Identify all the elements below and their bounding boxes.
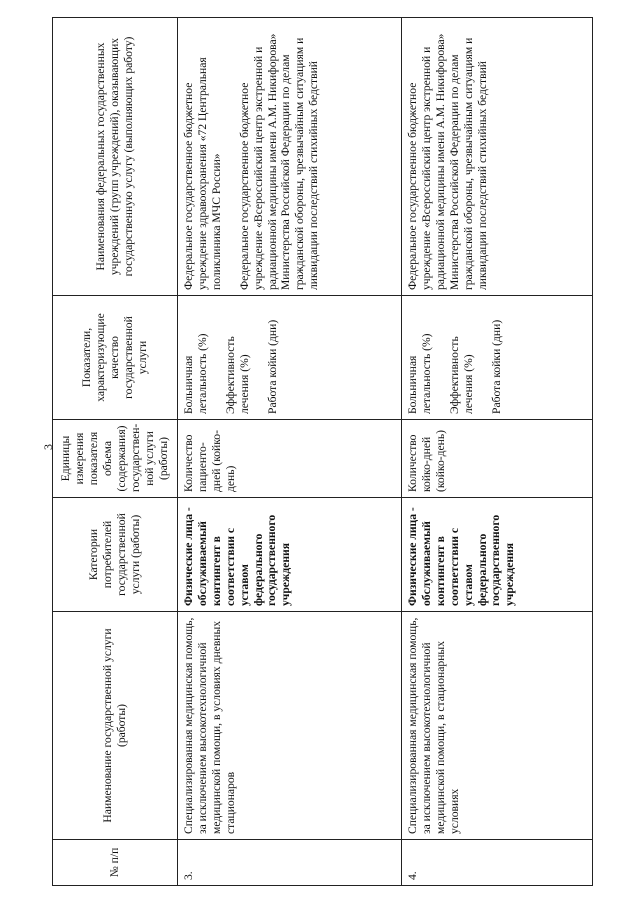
indicator-efficiency: Эффективность лечения (%) [447,336,475,414]
indicator-bed-work: Работа койки (дни) [265,319,279,414]
table-header-row [53,18,178,886]
consumer-category: Физические лица - обслуживаемый контингент в соответствии с уставом федерального государственного учреждения [178,498,402,612]
page-number: 3 [41,444,55,450]
header-quality-indicators: Показатели, характеризующие качество государственной услуги [53,296,178,420]
header-consumer-category: Категории потребителей государственной услуги (работы) [53,498,178,612]
institutions [178,18,402,296]
institutions [402,18,593,296]
services-table [52,17,593,886]
indicator-efficiency: Эффективность лечения (%) [223,336,251,414]
quality-indicators [402,296,593,420]
header-service-name: Наименование государственной услуги (работы) [53,612,178,840]
indicator-mortality: Больничная летальность (%) [182,333,209,414]
row-number: 3. [178,840,402,886]
header-volume-unit: Единицы измерения показателя объема (содержания) государствен-ной услуги (работы) [53,420,178,498]
rotated-table-sheet [52,18,592,886]
table-row [402,18,593,886]
service-name: Специализированная медицинская помощь, за исключением высокотехнологичной медицинской помощи, в стационарных условиях [402,612,593,840]
consumer-category: Физические лица - обслуживаемый контингент в соответствии с уставом федерального государственного учреждения [402,498,593,612]
volume-unit: Количество пациенто-дней (койко-день) [178,420,402,498]
header-institutions: Наименования федеральных государственных учреждений (групп учреждений), оказывающих государственную услугу (выполняющих работу) [53,18,178,296]
volume-unit: Количество койко-дней (койко-день) [402,420,593,498]
institution: Федеральное государственное бюджетное учреждение здравоохранения «72 Центральная поликлиника МЧС России» [182,57,223,290]
institution: Федеральное государственное бюджетное учреждение «Всероссийский центр экстренной и радиационной медицины имени А.М. Никифорова» Министерства Российской Федерации по делам гражданской обороны, чрезвычайным ситуациям и ликвидации последствий стихийных бедствий [237,33,321,290]
institution: Федеральное государственное бюджетное учреждение «Всероссийский центр экстренной и радиационной медицины имени А.М. Никифорова» Министерства Российской Федерации по делам гражданской обороны, чрезвычайным ситуациям и ликвидации последствий стихийных бедствий [406,33,489,290]
service-name: Специализированная медицинская помощь, за исключением высокотехнологичной медицинской помощи, в условиях дневных стационаров [178,612,402,840]
indicator-bed-work: Работа койки (дни) [489,319,503,414]
quality-indicators [178,296,402,420]
header-number: № п/п [53,840,178,886]
row-number: 4. [402,840,593,886]
table-row [178,18,402,886]
indicator-mortality: Больничная летальность (%) [406,333,433,414]
